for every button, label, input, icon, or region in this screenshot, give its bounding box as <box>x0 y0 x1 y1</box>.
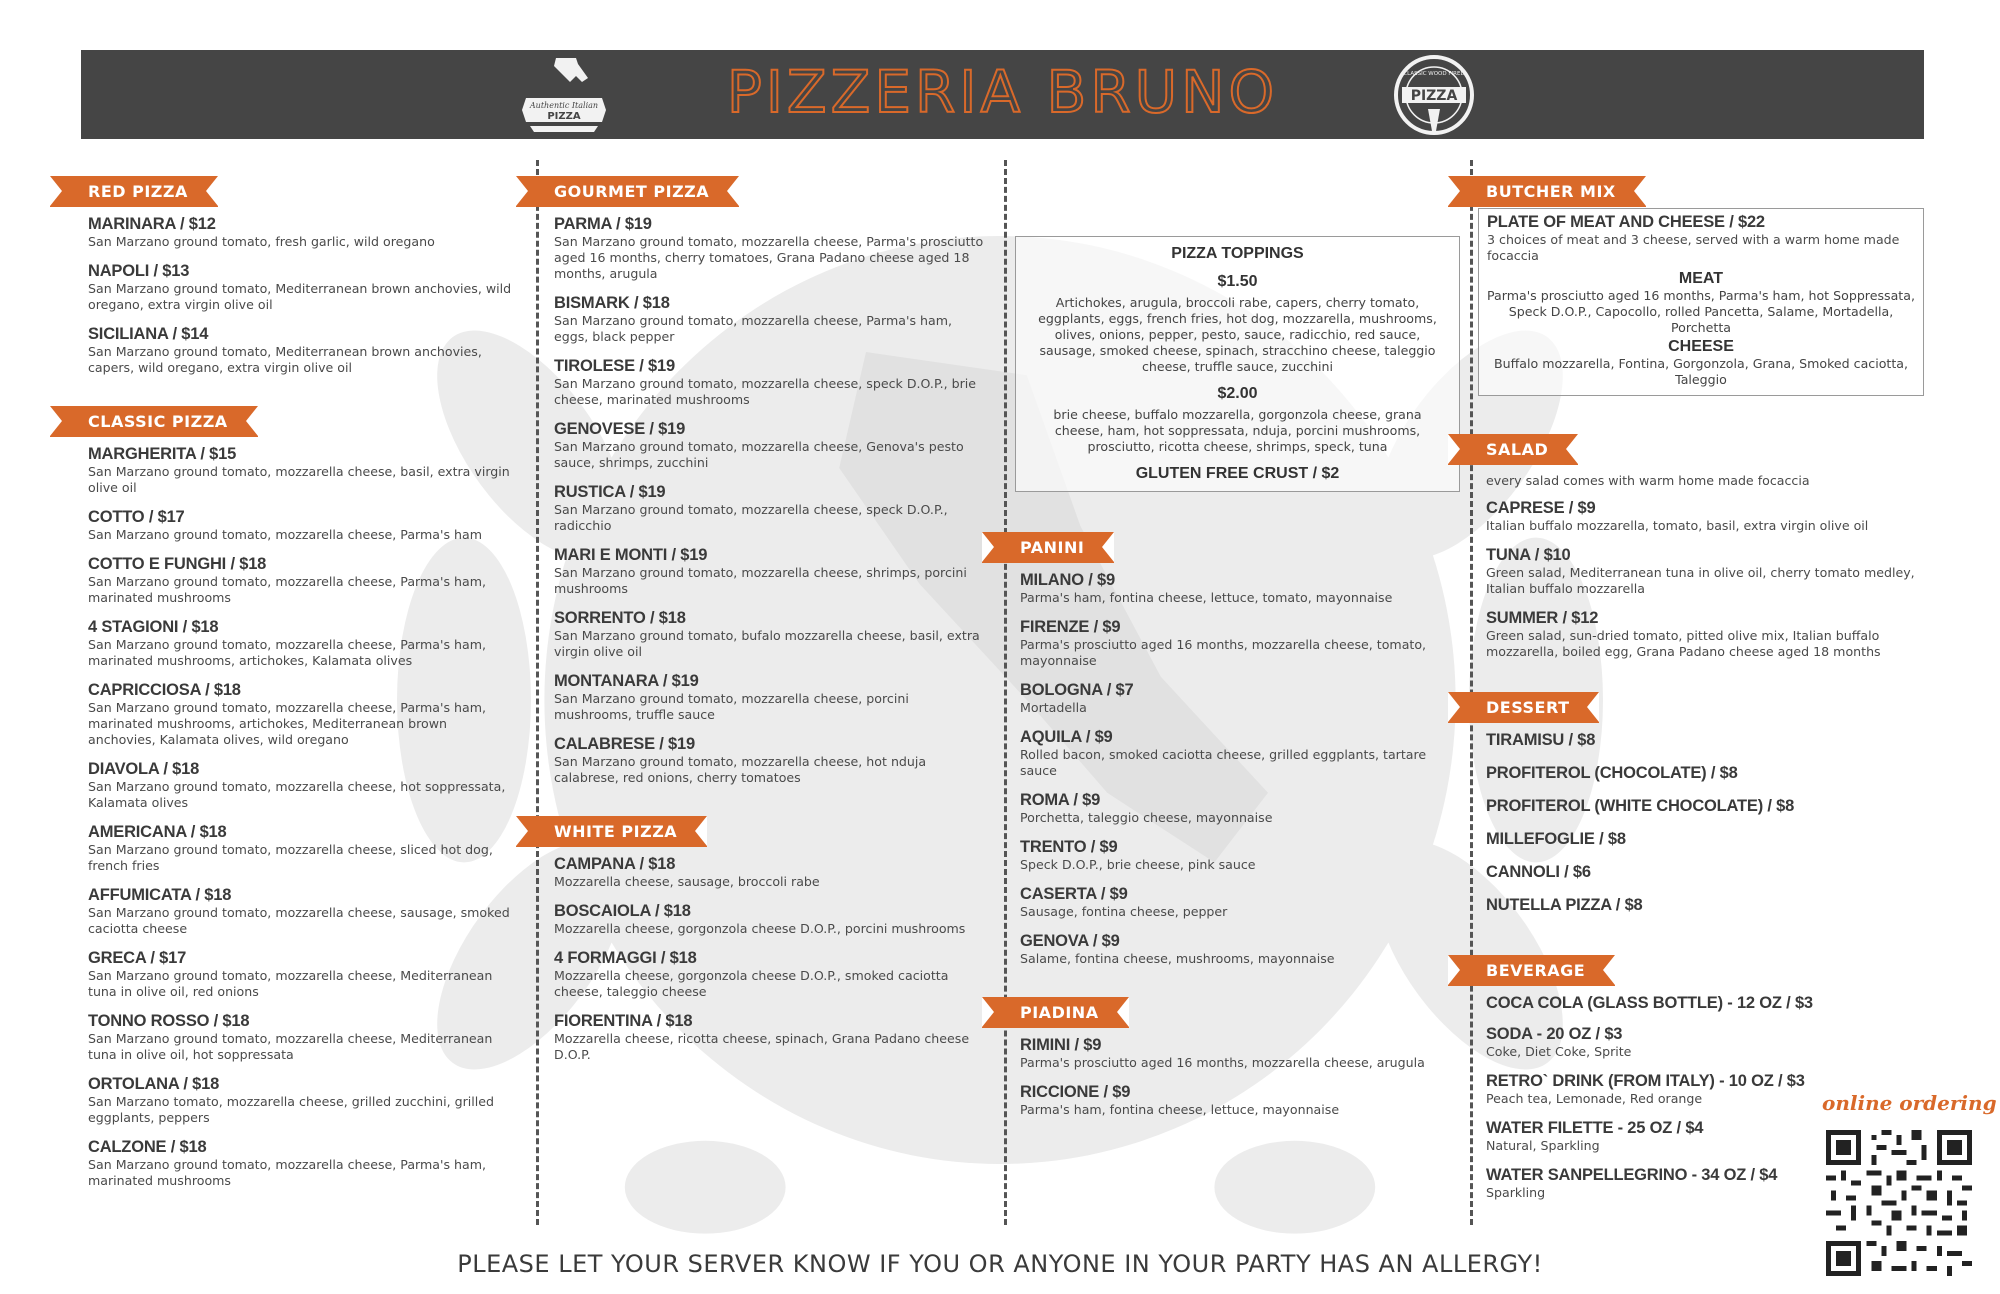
menu-item <box>554 902 986 937</box>
menu-item <box>554 672 986 723</box>
item-name: TIRAMISU / $8 <box>1486 731 1596 749</box>
item-name: RETRO` DRINK (FROM ITALY) - 10 OZ / $3 <box>1486 1072 1805 1090</box>
menu-item <box>1020 885 1452 920</box>
item-name: AFFUMICATA / $18 <box>88 886 232 904</box>
item-name: WATER SANPELLEGRINO - 34 OZ / $4 <box>1486 1166 1778 1184</box>
item-name: NUTELLA PIZZA / $8 <box>1486 896 1643 914</box>
menu-item <box>554 855 986 890</box>
item-name: AQUILA / $9 <box>1020 728 1113 746</box>
menu-item <box>88 949 518 1000</box>
item-name: CAPRESE / $9 <box>1486 499 1596 517</box>
toppings-price-1: $1.50 <box>1217 273 1258 290</box>
item-name: BOLOGNA / $7 <box>1020 681 1134 699</box>
item-desc: Porchetta, taleggio cheese, mayonnaise <box>1020 810 1273 825</box>
section-banner: PIADINA <box>982 997 1129 1028</box>
item-desc: 3 choices of meat and 3 cheese, served with a warm home made focaccia <box>1487 232 1900 263</box>
item-name: TUNA / $10 <box>1486 546 1571 564</box>
item-desc: Sparkling <box>1486 1185 1546 1200</box>
item-name: COTTO E FUNGHI / $18 <box>88 555 267 573</box>
menu-item <box>88 508 518 543</box>
menu-item <box>554 357 986 408</box>
menu-item <box>88 760 518 811</box>
red-pizza-section <box>88 176 518 376</box>
item-name: SORRENTO / $18 <box>554 609 686 627</box>
item-name: ROMA / $9 <box>1020 791 1101 809</box>
meat-list: Parma's prosciutto aged 16 months, Parma's ham, hot Soppressata, Speck D.O.P., Capocollo, rolled Pancetta, Salame, Mortadella, Porchetta <box>1487 288 1915 335</box>
item-desc: Italian buffalo mozzarella, tomato, basil, extra virgin olive oil <box>1486 518 1869 533</box>
menu-item <box>88 215 518 250</box>
item-desc: San Marzano ground tomato, mozzarella cheese, speck D.O.P., radicchio <box>554 502 948 533</box>
allergy-notice: PLEASE LET YOUR SERVER KNOW IF YOU OR ANYONE IN YOUR PARTY HAS AN ALLERGY! <box>457 1250 1543 1278</box>
item-name: COCA COLA (GLASS BOTTLE) - 12 OZ / $3 <box>1486 994 1813 1012</box>
menu-item <box>88 618 518 669</box>
item-name: SODA - 20 OZ / $3 <box>1486 1025 1623 1043</box>
gourmet-pizza-section <box>554 176 986 786</box>
menu-item <box>1020 571 1452 606</box>
item-name: PROFITEROL (WHITE CHOCOLATE) / $8 <box>1486 797 1795 815</box>
item-name: BISMARK / $18 <box>554 294 670 312</box>
menu-item <box>554 420 986 471</box>
section-banner: SALAD <box>1448 434 1578 465</box>
menu-item <box>1486 546 1926 597</box>
item-desc: San Marzano ground tomato, mozzarella cheese, porcini mushrooms, truffle sauce <box>554 691 909 722</box>
item-desc: Peach tea, Lemonade, Red orange <box>1486 1091 1703 1106</box>
item-name: CAPRICCIOSA / $18 <box>88 681 241 699</box>
item-desc: San Marzano tomato, mozzarella cheese, grilled zucchini, grilled eggplants, peppers <box>88 1094 494 1125</box>
restaurant-title: PIZZERIA BRUNO <box>726 58 1279 126</box>
item-name: MONTANARA / $19 <box>554 672 699 690</box>
item-name: ORTOLANA / $18 <box>88 1075 220 1093</box>
menu-item <box>1020 1036 1452 1071</box>
meat-title: MEAT <box>1678 270 1724 287</box>
logo-left-line1: Authentic Italian <box>529 101 599 110</box>
section-banner: CLASSIC PIZZA <box>50 406 258 437</box>
menu-item <box>554 215 986 282</box>
item-name: FIORENTINA / $18 <box>554 1012 693 1030</box>
item-name: SUMMER / $12 <box>1486 609 1599 627</box>
item-name: PROFITEROL (CHOCOLATE) / $8 <box>1486 764 1738 782</box>
menu-item <box>88 1075 518 1126</box>
menu-item <box>554 294 986 345</box>
menu-item <box>1020 681 1452 716</box>
item-desc: San Marzano ground tomato, mozzarella cheese, Parma's ham, marinated mushrooms <box>88 1157 486 1188</box>
item-desc: San Marzano ground tomato, mozzarella cheese, Mediterranean tuna in olive oil, red onions <box>88 968 493 999</box>
item-desc: San Marzano ground tomato, mozzarella cheese, Parma's prosciutto aged 16 months, cherry tomatoes, Grana Padano cheese aged 18 months, arugula <box>554 234 984 281</box>
item-desc: San Marzano ground tomato, Mediterranean brown anchovies, capers, wild oregano, extra virgin olive oil <box>88 344 482 375</box>
item-desc: San Marzano ground tomato, mozzarella cheese, sausage, smoked caciotta cheese <box>88 905 510 936</box>
column-2 <box>554 176 986 1075</box>
toppings-list-1: Artichokes, arugula, broccoli rabe, capers, cherry tomato, eggplants, eggs, french fries, hot dog, mozzarella, mushrooms, olives, onions, pepper, pesto, sauce, radicchio, red sauce, sausage, smoked cheese, spinach, stracchino cheese, taleggio cheese, truffle sauce, zucchini <box>1038 295 1437 374</box>
item-name: TRENTO / $9 <box>1020 838 1118 856</box>
item-desc: San Marzano ground tomato, mozzarella cheese, Parma's ham, marinated mushrooms, artichokes, Mediterranean brown anchovies, Kalamata olives, wild oregano <box>88 700 486 747</box>
item-desc: Speck D.O.P., brie cheese, pink sauce <box>1020 857 1256 872</box>
menu-item <box>88 445 518 496</box>
item-name: CANNOLI / $6 <box>1486 863 1591 881</box>
section-banner: BUTCHER MIX <box>1448 176 1646 207</box>
item-name: CAMPANA / $18 <box>554 855 676 873</box>
menu-item <box>88 1012 518 1063</box>
item-name: COTTO / $17 <box>88 508 185 526</box>
menu-item <box>1486 896 1926 915</box>
menu-item <box>554 1012 986 1063</box>
wood-fired-pizza-logo <box>1392 53 1476 137</box>
menu-item <box>1486 764 1926 783</box>
menu-item <box>1486 994 1926 1013</box>
item-name: RIMINI / $9 <box>1020 1036 1102 1054</box>
item-desc: Mozzarella cheese, gorgonzola cheese D.O.P., porcini mushrooms <box>554 921 966 936</box>
menu-item <box>88 325 518 376</box>
piadina-section <box>1020 997 1452 1118</box>
menu-item <box>554 735 986 786</box>
item-name: GENOVESE / $19 <box>554 420 686 438</box>
item-name: RICCIONE / $9 <box>1020 1083 1131 1101</box>
menu-item <box>1486 830 1926 849</box>
cheese-list: Buffalo mozzarella, Fontina, Gorgonzola, Grana, Smoked caciotta, Taleggio <box>1493 356 1909 387</box>
item-desc: San Marzano ground tomato, mozzarella cheese, hot nduja calabrese, red onions, cherry tomatoes <box>554 754 927 785</box>
menu-item <box>1486 609 1926 660</box>
item-name: DIAVOLA / $18 <box>88 760 200 778</box>
item-name: MILANO / $9 <box>1020 571 1115 589</box>
classic-pizza-section <box>88 406 518 1189</box>
item-name: TIROLESE / $19 <box>554 357 675 375</box>
item-desc: San Marzano ground tomato, mozzarella cheese, Parma's ham, marinated mushrooms <box>88 574 486 605</box>
divider-1 <box>536 160 539 1225</box>
menu-item <box>88 823 518 874</box>
menu-item <box>1486 499 1926 534</box>
item-name: MARI E MONTI / $19 <box>554 546 708 564</box>
item-desc: Green salad, Mediterranean tuna in olive oil, cherry tomato medley, Italian buffalo mozzarella <box>1486 565 1915 596</box>
item-desc: San Marzano ground tomato, bufalo mozzarella cheese, basil, extra virgin olive oil <box>554 628 980 659</box>
menu-item <box>1020 932 1452 967</box>
item-name: CASERTA / $9 <box>1020 885 1128 903</box>
logo-left-line2: PIZZA <box>547 111 581 122</box>
menu-item <box>554 949 986 1000</box>
section-banner: RED PIZZA <box>50 176 218 207</box>
item-name: 4 FORMAGGI / $18 <box>554 949 697 967</box>
salad-section <box>1486 434 1926 660</box>
item-name: MARGHERITA / $15 <box>88 445 237 463</box>
header-bar <box>81 50 1924 139</box>
toppings-title: PIZZA TOPPINGS <box>1171 245 1304 262</box>
menu-item <box>88 681 518 748</box>
section-banner: DESSERT <box>1448 692 1599 723</box>
dessert-section <box>1486 692 1926 915</box>
online-ordering-label[interactable]: online ordering <box>1822 1091 1997 1115</box>
item-name: AMERICANA / $18 <box>88 823 227 841</box>
item-desc: Green salad, sun-dried tomato, pitted olive mix, Italian buffalo mozzarella, boiled egg, Grana Padano cheese aged 18 months <box>1486 628 1881 659</box>
section-banner: GOURMET PIZZA <box>516 176 739 207</box>
item-name: RUSTICA / $19 <box>554 483 666 501</box>
item-desc: Salame, fontina cheese, mushrooms, mayonnaise <box>1020 951 1335 966</box>
item-desc: San Marzano ground tomato, Mediterranean brown anchovies, wild oregano, extra virgin olive oil <box>88 281 512 312</box>
item-desc: Rolled bacon, smoked caciotta cheese, grilled eggplants, tartare sauce <box>1020 747 1427 778</box>
gluten-free-crust: GLUTEN FREE CRUST / $2 <box>1135 465 1340 482</box>
item-name: MILLEFOGLIE / $8 <box>1486 830 1626 848</box>
section-banner: BEVERAGE <box>1448 955 1615 986</box>
column-3 <box>1020 532 1452 1130</box>
item-desc: Parma's ham, fontina cheese, lettuce, mayonnaise <box>1020 1102 1340 1117</box>
item-desc: Mortadella <box>1020 700 1087 715</box>
item-desc: San Marzano ground tomato, mozzarella cheese, shrimps, porcini mushrooms <box>554 565 967 596</box>
menu-item <box>1020 791 1452 826</box>
item-desc: Mozzarella cheese, ricotta cheese, spinach, Grana Padano cheese D.O.P. <box>554 1031 970 1062</box>
menu-item <box>1020 618 1452 669</box>
logo-right-line1: CLASSIC WOOD FIRED <box>1403 71 1465 77</box>
item-name: TONNO ROSSO / $18 <box>88 1012 250 1030</box>
divider-2 <box>1004 160 1007 1225</box>
item-desc: San Marzano ground tomato, mozzarella cheese, Parma's ham <box>88 527 482 542</box>
item-name: PARMA / $19 <box>554 215 652 233</box>
toppings-list-2: brie cheese, buffalo mozzarella, gorgonzola cheese, grana cheese, ham, hot soppressata, nduja, porcini mushrooms, prosciutto, ricotta cheese, shrimps, speck, tuna <box>1053 407 1422 454</box>
item-name: SICILIANA / $14 <box>88 325 209 343</box>
menu-item <box>554 483 986 534</box>
salad-note: every salad comes with warm home made focaccia <box>1486 473 1810 488</box>
item-desc: Parma's prosciutto aged 16 months, mozzarella cheese, arugula <box>1020 1055 1425 1070</box>
item-name: PLATE OF MEAT AND CHEESE / $22 <box>1487 213 1765 231</box>
item-name: BOSCAIOLA / $18 <box>554 902 691 920</box>
menu-item <box>1020 1083 1452 1118</box>
item-name: NAPOLI / $13 <box>88 262 190 280</box>
menu-item <box>554 609 986 660</box>
menu-item <box>1486 731 1926 750</box>
menu-item <box>1486 863 1926 882</box>
item-name: CALZONE / $18 <box>88 1138 207 1156</box>
item-desc: San Marzano ground tomato, mozzarella cheese, Parma's ham, eggs, black pepper <box>554 313 952 344</box>
menu-item <box>88 262 518 313</box>
butcher-mix-box <box>1478 208 1924 396</box>
item-desc: San Marzano ground tomato, mozzarella cheese, hot soppressata, Kalamata olives <box>88 779 506 810</box>
item-desc: Coke, Diet Coke, Sprite <box>1486 1044 1632 1059</box>
item-desc: Natural, Sparkling <box>1486 1138 1600 1153</box>
menu-item <box>88 555 518 606</box>
section-banner: PANINI <box>982 532 1114 563</box>
menu-item <box>554 546 986 597</box>
panini-section <box>1020 532 1452 967</box>
menu-item <box>1020 838 1452 873</box>
toppings-price-2: $2.00 <box>1217 385 1258 402</box>
item-desc: San Marzano ground tomato, mozzarella cheese, Genova's pesto sauce, shrimps, zucchini <box>554 439 964 470</box>
pizza-toppings-box <box>1015 236 1460 492</box>
item-desc: San Marzano ground tomato, mozzarella cheese, speck D.O.P., brie cheese, marinated mushrooms <box>554 376 976 407</box>
logo-right-line2: PIZZA <box>1410 88 1458 104</box>
item-name: FIRENZE / $9 <box>1020 618 1121 636</box>
menu-item <box>88 886 518 937</box>
item-name: MARINARA / $12 <box>88 215 216 233</box>
item-name: WATER FILETTE - 25 OZ / $4 <box>1486 1119 1704 1137</box>
item-desc: San Marzano ground tomato, mozzarella cheese, Mediterranean tuna in olive oil, hot soppressata <box>88 1031 493 1062</box>
white-pizza-section <box>554 816 986 1063</box>
menu-item <box>88 1138 518 1189</box>
item-desc: San Marzano ground tomato, fresh garlic, wild oregano <box>88 234 435 249</box>
item-desc: Mozzarella cheese, sausage, broccoli rabe <box>554 874 820 889</box>
cheese-title: CHEESE <box>1668 338 1734 355</box>
item-name: GENOVA / $9 <box>1020 932 1120 950</box>
item-name: GRECA / $17 <box>88 949 187 967</box>
item-desc: Parma's prosciutto aged 16 months, mozzarella cheese, tomato, mayonnaise <box>1020 637 1427 668</box>
menu-item <box>1486 1025 1926 1060</box>
item-name: 4 STAGIONI / $18 <box>88 618 219 636</box>
menu-item <box>1020 728 1452 779</box>
item-desc: San Marzano ground tomato, mozzarella cheese, Parma's ham, marinated mushrooms, artichokes, Kalamata olives <box>88 637 486 668</box>
item-desc: Parma's ham, fontina cheese, lettuce, tomato, mayonnaise <box>1020 590 1393 605</box>
item-desc: San Marzano ground tomato, mozzarella cheese, basil, extra virgin olive oil <box>88 464 510 495</box>
item-desc: Sausage, fontina cheese, pepper <box>1020 904 1228 919</box>
menu-item <box>1486 797 1926 816</box>
item-desc: San Marzano ground tomato, mozzarella cheese, sliced hot dog, french fries <box>88 842 493 873</box>
section-banner: WHITE PIZZA <box>516 816 707 847</box>
item-name: CALABRESE / $19 <box>554 735 695 753</box>
item-desc: Mozzarella cheese, gorgonzola cheese D.O.P., smoked caciotta cheese, taleggio cheese <box>554 968 949 999</box>
column-1 <box>88 176 518 1201</box>
